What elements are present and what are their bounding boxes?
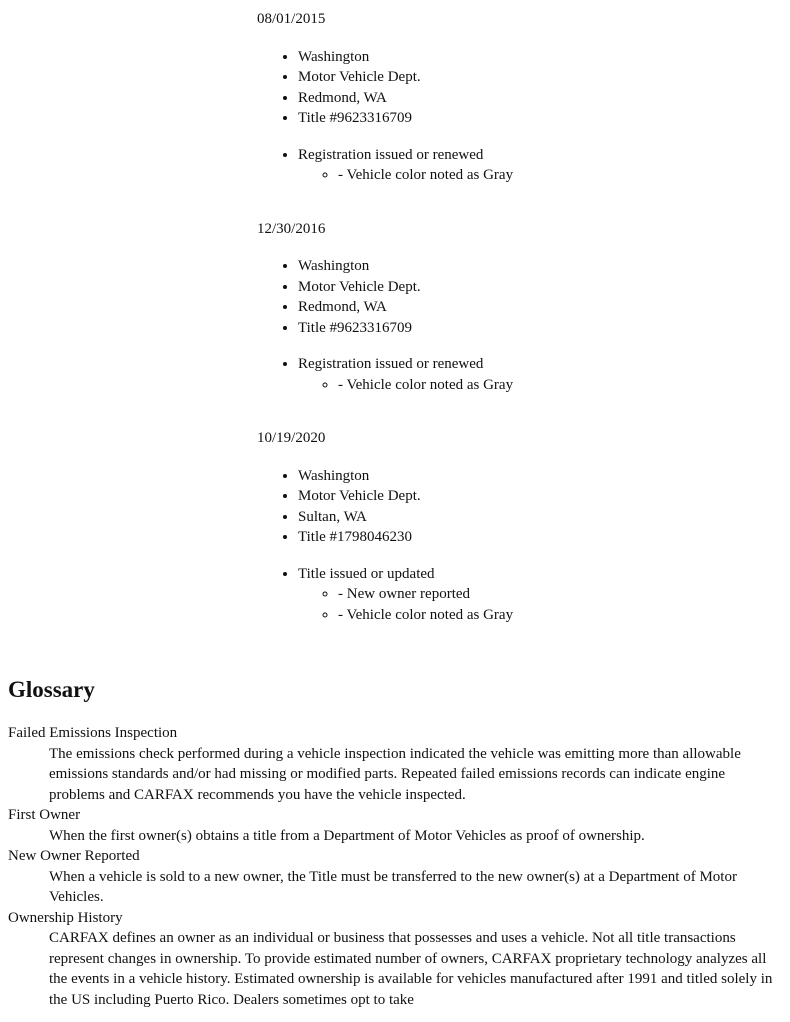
record-event-detail: ◦ - Vehicle color noted as Gray — [338, 375, 777, 396]
record-agency: • Motor Vehicle Dept. — [298, 486, 777, 507]
glossary-term: Ownership History — [8, 909, 123, 926]
record-events-list — [257, 564, 777, 626]
record-event-details — [298, 584, 777, 625]
glossary-heading: Glossary — [8, 677, 95, 702]
record-location: • Sultan, WA — [298, 507, 777, 528]
record-event-label: Registration issued or renewed — [298, 146, 484, 163]
record-title-number: • Title #9623316709 — [298, 108, 777, 129]
history-record — [257, 9, 777, 186]
record-agency: • Motor Vehicle Dept. — [298, 277, 777, 298]
record-state: • Washington — [298, 47, 777, 68]
record-source-list — [257, 256, 777, 338]
record-event-details — [298, 165, 777, 186]
record-event — [298, 145, 777, 186]
record-event-label: Title issued or updated — [298, 565, 435, 582]
record-source-list — [257, 466, 777, 548]
history-records — [257, 9, 777, 658]
glossary-definition: When a vehicle is sold to a new owner, the Title must be transferred to the new owner(s) at a Department of Motor Vehicles. — [49, 868, 737, 905]
record-event-detail: ◦ - Vehicle color noted as Gray — [338, 605, 777, 626]
record-state: • Washington — [298, 466, 777, 487]
glossary-term: New Owner Reported — [8, 848, 140, 864]
record-event — [298, 564, 777, 626]
record-events-list — [257, 354, 777, 395]
glossary-term: First Owner — [8, 807, 81, 823]
history-record — [257, 428, 777, 625]
record-location: • Redmond, WA — [298, 297, 777, 318]
record-state: • Washington — [298, 256, 777, 277]
history-record — [257, 219, 777, 396]
glossary-definition: When the first owner(s) obtains a title from a Department of Motor Vehicles as proof of ownership. — [49, 827, 645, 844]
record-event-detail: ◦ - New owner reported — [338, 584, 777, 605]
record-location: • Redmond, WA — [298, 88, 777, 109]
record-title-number: • Title #9623316709 — [298, 318, 777, 339]
record-date: 12/30/2016 — [257, 220, 326, 237]
record-event — [298, 354, 777, 395]
record-date: 10/19/2020 — [257, 430, 326, 446]
record-title-number: • Title #1798046230 — [298, 527, 777, 548]
record-agency: • Motor Vehicle Dept. — [298, 67, 777, 88]
glossary-section — [8, 676, 778, 1010]
record-event-details — [298, 375, 777, 396]
record-event-label: Registration issued or renewed — [298, 356, 484, 372]
glossary-term: Failed Emissions Inspection — [8, 725, 178, 741]
glossary-list — [8, 723, 778, 1010]
record-source-list — [257, 47, 777, 129]
record-event-detail: ◦ - Vehicle color noted as Gray — [338, 165, 777, 186]
glossary-definition: CARFAX defines an owner as an individual or business that possesses and uses a vehicle. Not all title transactions represent changes in ownership. To provide estimated number of owners, CARFAX proprietary technology analyzes all the events in a vehicle history. Estimated ownership is available for vehicles manufactured after 1991 and titled solely in the US including Puerto Rico. Dealers sometimes opt to take — [49, 930, 773, 1008]
record-events-list — [257, 145, 777, 186]
glossary-definition: The emissions check performed during a vehicle inspection indicated the vehicle was emitting more than allowable emissions standards and/or had missing or modified parts. Repeated failed emissions records can indicate engine problems and CARFAX recommends you have the vehicle inspected. — [49, 745, 741, 803]
record-date: 08/01/2015 — [257, 11, 326, 27]
